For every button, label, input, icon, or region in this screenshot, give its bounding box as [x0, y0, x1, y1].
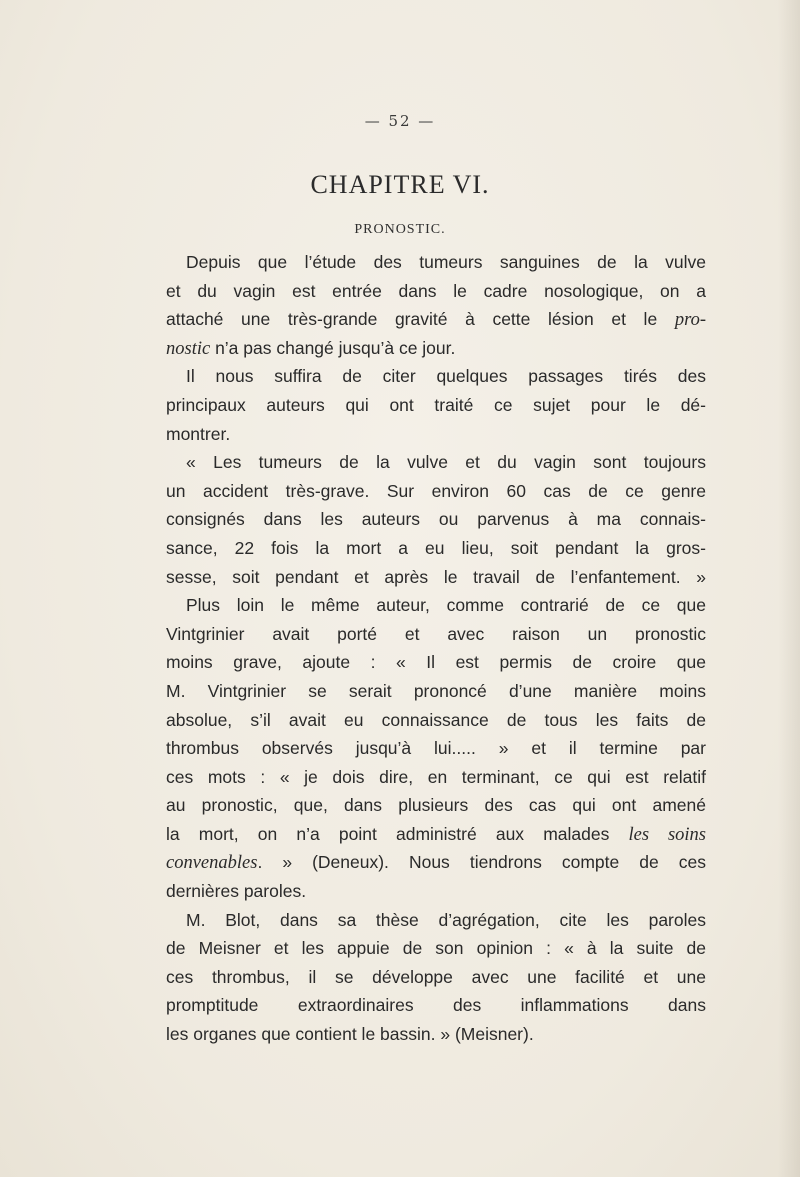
- text-run: attaché une très-grande gravité à cette lésion et le: [166, 309, 675, 330]
- text-run: sance, 22 fois la mort a eu lieu, soit pendant la gros-: [166, 537, 706, 558]
- text-run: au pronostic, que, dans plusieurs des cas qui ont amené: [166, 795, 706, 816]
- text-line: [166, 734, 706, 763]
- text-run: Depuis que l’étude des tumeurs sanguines de la vulve: [186, 252, 706, 272]
- text-line: [166, 334, 706, 363]
- text-line: [166, 591, 706, 620]
- text-run: Vintgrinier avait porté et avec raison un pronostic: [166, 623, 706, 644]
- text-run: la mort, on n’a point administré aux malades: [166, 823, 629, 844]
- text-run: moins grave, ajoute : « Il est permis de croire que: [166, 652, 706, 673]
- text-run: Il nous suffira de citer quelques passages tirés des: [186, 366, 706, 387]
- text-line: [166, 391, 706, 420]
- text-line: [166, 848, 706, 877]
- text-run: dernières paroles.: [166, 881, 307, 902]
- text-run: . » (Deneux). Nous tiendrons compte de ces: [257, 852, 706, 873]
- chapter-title: CHAPITRE VI.: [310, 170, 490, 199]
- italic-run: pro-: [674, 310, 706, 331]
- text-line: [166, 791, 706, 820]
- text-line: [166, 820, 706, 849]
- italic-run: convenables: [166, 853, 258, 874]
- text-line: [166, 362, 706, 391]
- text-run: thrombus observés jusqu’à lui..... » et il termine par: [166, 738, 706, 759]
- text-line: [166, 448, 706, 477]
- text-run: « Les tumeurs de la vulve et du vagin sont toujours: [186, 452, 706, 473]
- text-run: consignés dans les auteurs ou parvenus à ma connais-: [166, 509, 706, 530]
- text-line: [166, 620, 706, 649]
- text-line: [166, 934, 706, 963]
- section-title: PRONOSTIC.: [354, 222, 446, 237]
- italic-run: nostic: [166, 338, 211, 359]
- text-run: ces mots : « je dois dire, en terminant, ce qui est relatif: [166, 766, 706, 787]
- text-line: [166, 305, 706, 334]
- text-run: principaux auteurs qui ont traité ce sujet pour le dé-: [166, 394, 706, 415]
- italic-run: les soins: [628, 824, 706, 845]
- text-run: et du vagin est entrée dans le cadre nosologique, on a: [166, 280, 706, 301]
- text-run: montrer.: [166, 423, 231, 444]
- text-line: [166, 877, 706, 906]
- text-line: [166, 248, 706, 277]
- page-number: — 52 —: [364, 112, 436, 130]
- text-run: absolue, s’il avait eu connaissance de tous les faits de: [166, 709, 706, 730]
- text-line: [166, 648, 706, 677]
- text-run: les organes que contient le bassin. » (Meisner).: [166, 1024, 534, 1045]
- text-line: [166, 677, 706, 706]
- text-line: [166, 963, 706, 992]
- text-run: M. Blot, dans sa thèse d’agrégation, cite les paroles: [186, 909, 706, 930]
- text-run: Plus loin le même auteur, comme contrarié de ce que: [186, 595, 706, 616]
- text-run: de Meisner et les appuie de son opinion : « à la suite de: [166, 938, 706, 959]
- text-line: [166, 534, 706, 563]
- text-run: M. Vintgrinier se serait prononcé d’une manière moins: [166, 680, 706, 701]
- text-line: [166, 763, 706, 792]
- text-run: promptitude extraordinaires des inflammations dans: [166, 995, 706, 1016]
- text-line: [166, 420, 706, 449]
- text-run: n’a pas changé jusqu’à ce jour.: [210, 337, 456, 358]
- body-text: [166, 248, 706, 1049]
- text-line: [166, 477, 706, 506]
- text-line: [166, 706, 706, 735]
- text-line: [166, 563, 706, 592]
- text-run: sesse, soit pendant et après le travail de l’enfantement. »: [166, 566, 706, 587]
- text-run: ces thrombus, il se développe avec une facilité et une: [166, 966, 706, 987]
- text-line: [166, 1020, 706, 1049]
- text-run: un accident très-grave. Sur environ 60 cas de ce genre: [166, 480, 706, 501]
- text-line: [166, 505, 706, 534]
- text-line: [166, 906, 706, 935]
- text-line: [166, 991, 706, 1020]
- text-line: [166, 277, 706, 306]
